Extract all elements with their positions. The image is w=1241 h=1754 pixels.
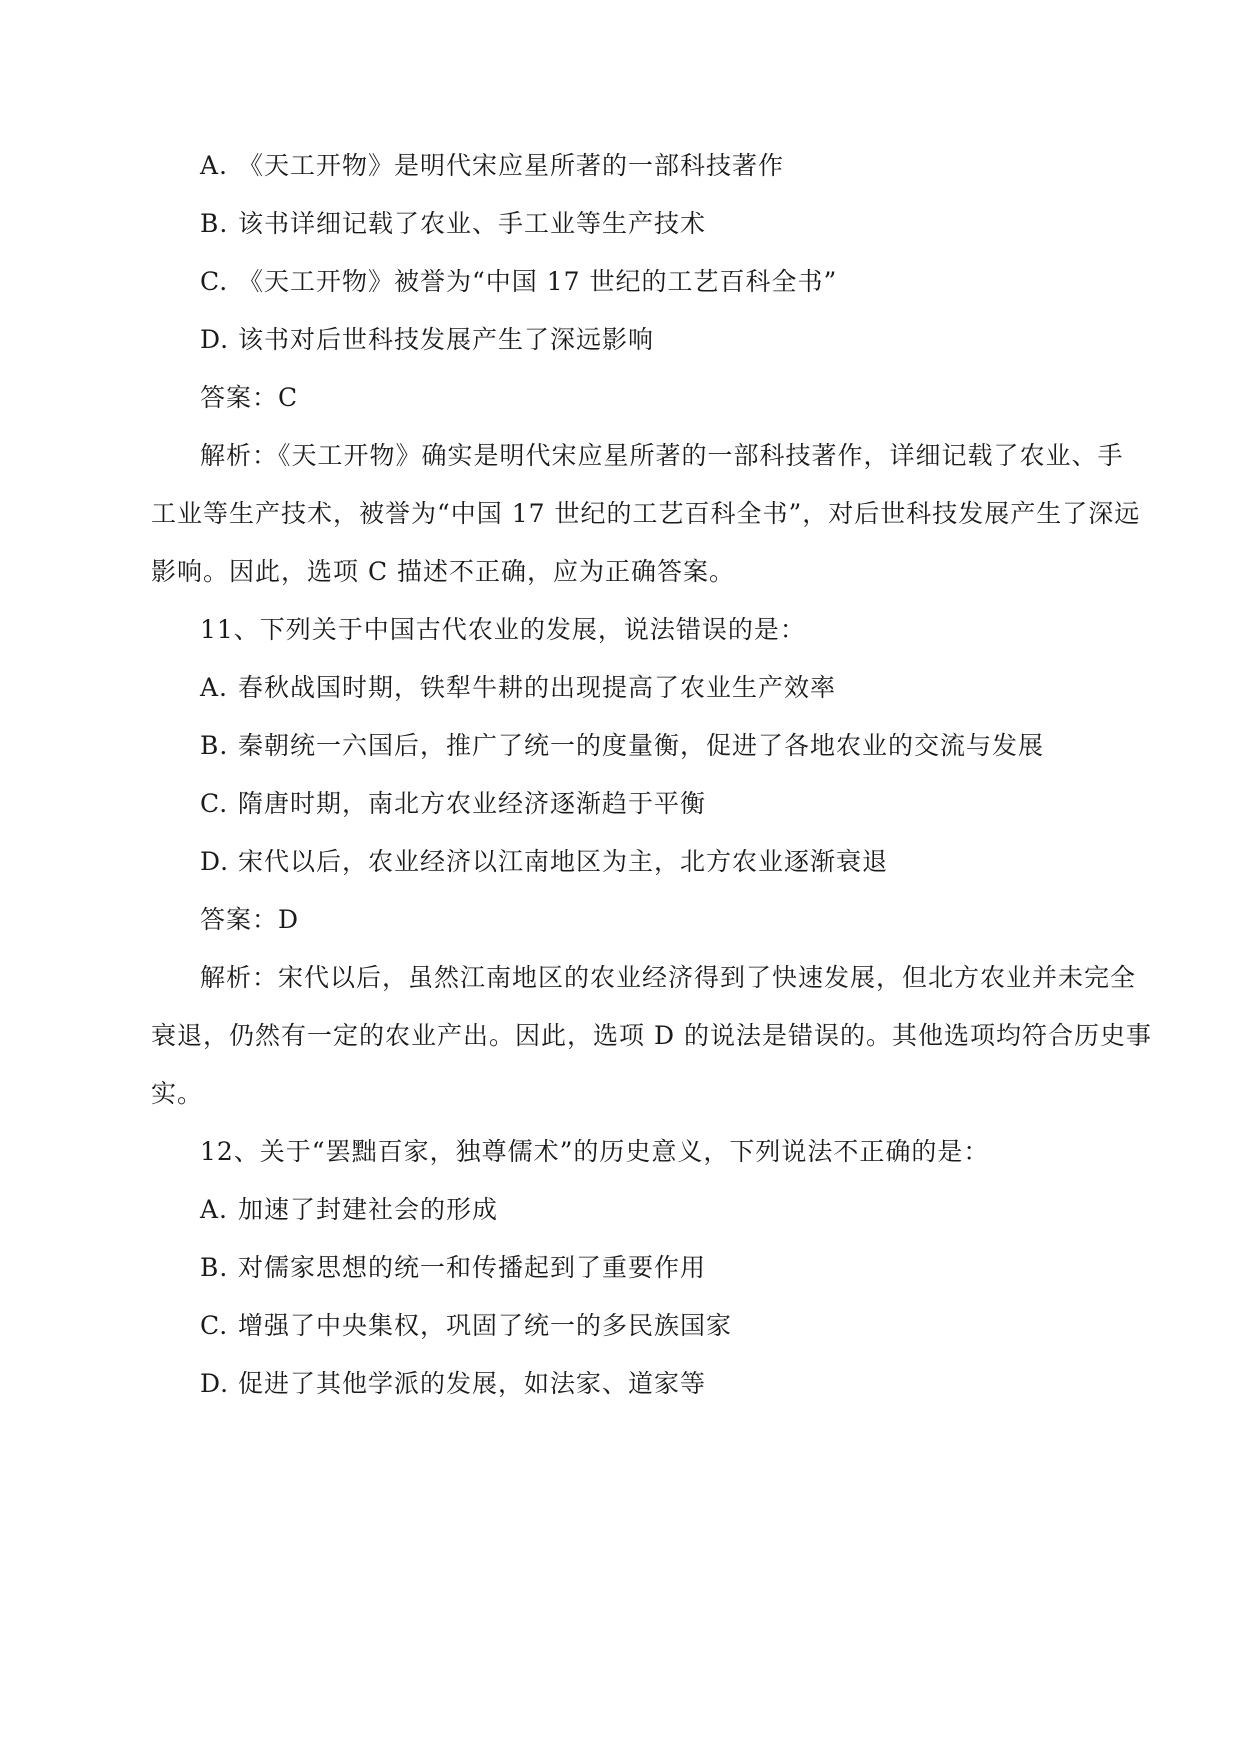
- option-letter: B.: [200, 209, 229, 238]
- q10-option-a: [200, 149, 784, 183]
- option-letter: A.: [200, 151, 229, 180]
- option-letter: B.: [200, 1253, 229, 1282]
- option-text: 加速了封建社会的形成: [238, 1195, 499, 1224]
- q11-explanation-line-2: 衰退，仍然有一定的农业产出。因此，选项 D 的说法是错误的。其他选项均符合历史事: [151, 1021, 1152, 1050]
- option-text: 《天工开物》被誉为“中国 17 世纪的工艺百科全书”: [238, 267, 838, 296]
- option-letter: D.: [200, 325, 230, 354]
- option-letter: D.: [200, 847, 230, 876]
- option-letter: C.: [200, 1311, 229, 1340]
- q10-option-b: [200, 207, 706, 241]
- q11-option-b: [200, 729, 1044, 763]
- option-text: 秦朝统一六国后，推广了统一的度量衡，促进了各地农业的交流与发展: [238, 731, 1045, 760]
- option-letter: B.: [200, 731, 229, 760]
- option-letter: A.: [200, 673, 229, 702]
- option-text: 春秋战国时期，铁犁牛耕的出现提高了农业生产效率: [238, 673, 837, 702]
- option-text: 对儒家思想的统一和传播起到了重要作用: [238, 1253, 707, 1282]
- q12-stem: 12、关于“罢黜百家，独尊儒术”的历史意义，下列说法不正确的是：: [200, 1137, 990, 1166]
- option-text: 宋代以后，农业经济以江南地区为主，北方农业逐渐衰退: [238, 847, 889, 876]
- q11-option-c: [200, 787, 706, 821]
- q10-explanation-line-2: 工业等生产技术，被誉为“中国 17 世纪的工艺百科全书”，对后世科技发展产生了深远: [151, 499, 1141, 528]
- option-letter: C.: [200, 267, 229, 296]
- q10-answer: 答案：C: [200, 383, 299, 412]
- q11-stem: 11、下列关于中国古代农业的发展，说法错误的是：: [200, 615, 806, 644]
- q11-explanation-line-1: 解析：宋代以后，虽然江南地区的农业经济得到了快速发展，但北方农业并未完全: [200, 963, 1137, 992]
- option-text: 促进了其他学派的发展，如法家、道家等: [238, 1369, 707, 1398]
- option-text: 《天工开物》是明代宋应星所著的一部科技著作: [238, 151, 785, 180]
- q12-option-c: [200, 1309, 732, 1343]
- option-text: 隋唐时期，南北方农业经济逐渐趋于平衡: [238, 789, 707, 818]
- q11-option-a: [200, 671, 836, 705]
- q10-option-c: [200, 265, 837, 299]
- option-letter: A.: [200, 1195, 229, 1224]
- q10-explanation-line-1: 解析：《天工开物》确实是明代宋应星所著的一部科技著作，详细记载了农业、手: [200, 441, 1124, 470]
- option-text: 增强了中央集权，巩固了统一的多民族国家: [238, 1311, 733, 1340]
- option-text: 该书对后世科技发展产生了深远影响: [238, 325, 655, 354]
- q12-option-d: [200, 1367, 706, 1401]
- option-text: 该书详细记载了农业、手工业等生产技术: [238, 209, 707, 238]
- option-letter: D.: [200, 1369, 230, 1398]
- q10-explanation-line-3: 影响。因此，选项 C 描述不正确，应为正确答案。: [151, 557, 736, 586]
- q11-option-d: [200, 845, 888, 879]
- q12-option-b: [200, 1251, 706, 1285]
- q11-answer: 答案：D: [200, 905, 300, 934]
- q11-explanation-line-3: 实。: [151, 1079, 204, 1108]
- option-letter: C.: [200, 789, 229, 818]
- q10-option-d: [200, 323, 654, 357]
- q12-option-a: [200, 1193, 498, 1227]
